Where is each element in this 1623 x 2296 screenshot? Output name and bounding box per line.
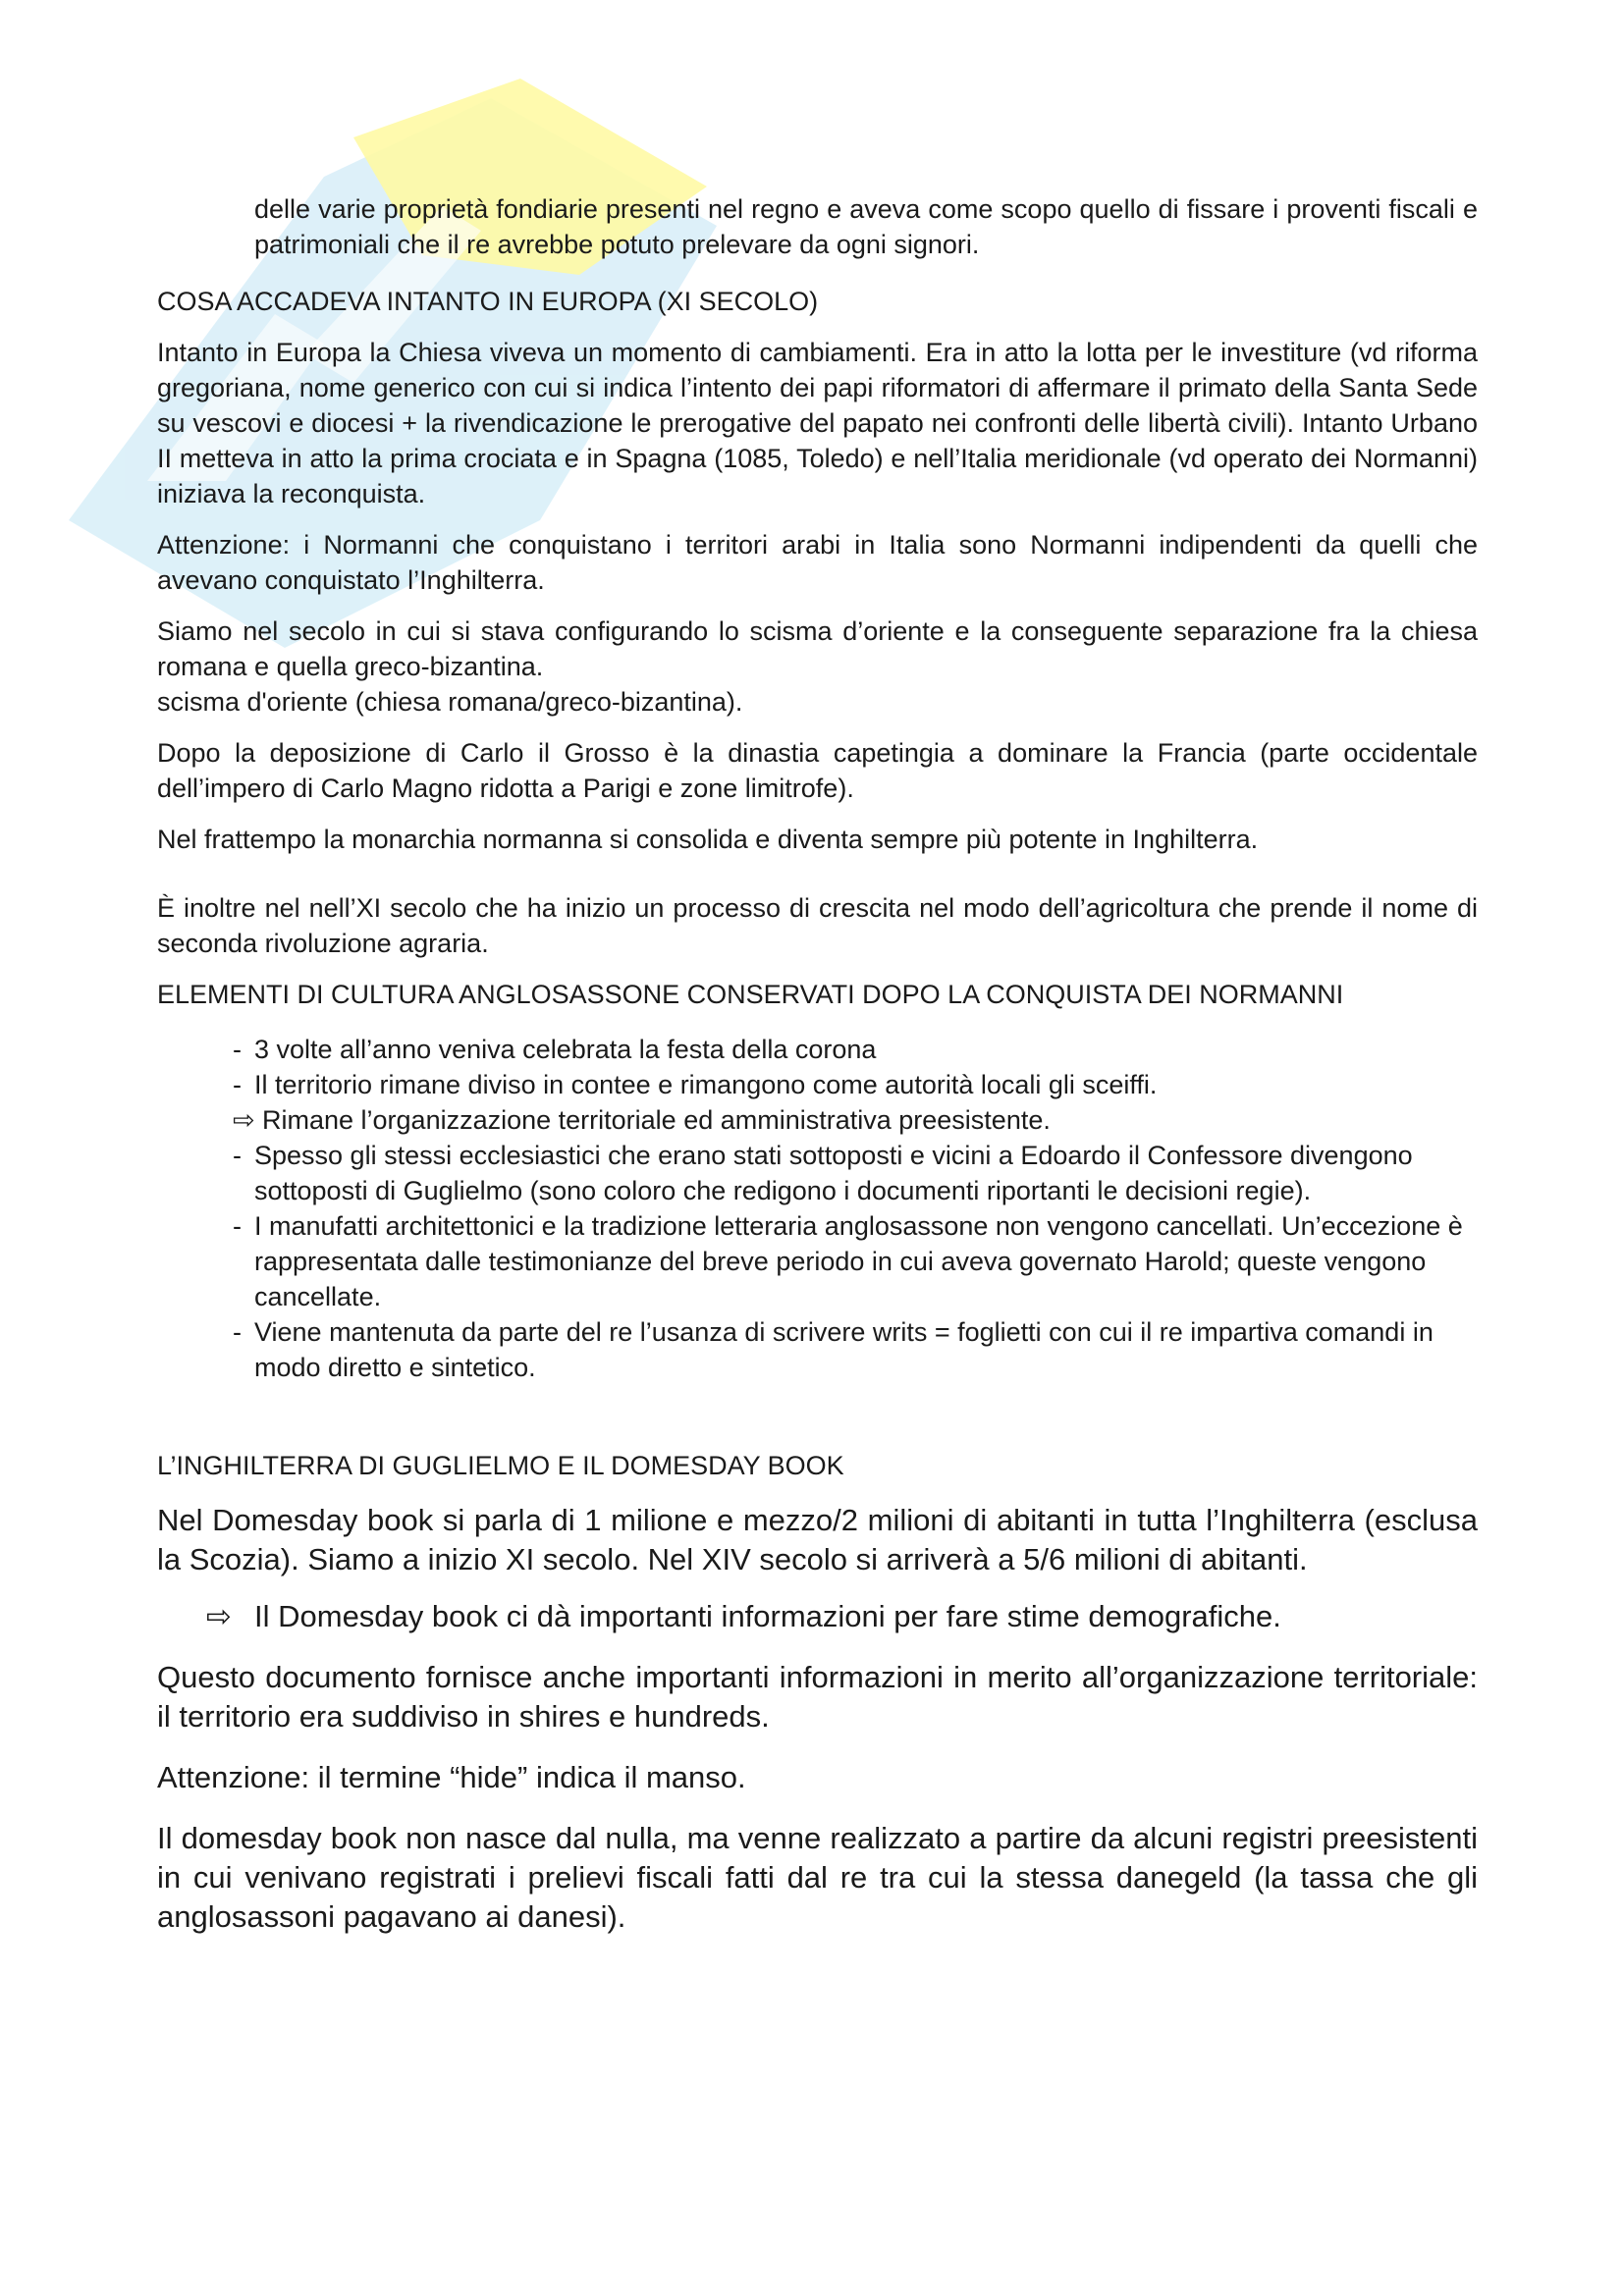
list-item: - Viene mantenuta da parte del re l’usanza di scrivere writs = foglietti con cui il re impartiva comandi in modo diretto e sintetico. — [157, 1314, 1478, 1385]
list-item: - 3 volte all’anno veniva celebrata la festa della corona — [157, 1032, 1478, 1067]
dash-marker: - — [233, 1317, 242, 1347]
paragraph-chiesa: Intanto in Europa la Chiesa viveva un momento di cambiamenti. Era in atto la lotta per le investiture (vd riforma gregoriana, nome generico con cui si indica l’intento dei papi riformatori di affermare il primato della Santa Sede su vescovi e diocesi + la rivendicazione le prerogative del papato nei confronti delle libertà civili). Intanto Urbano II metteva in atto la prima crociata e in Spagna (1085, Toledo) e nell’Italia meridionale (vd operato dei Normanni) iniziava la reconquista. — [157, 338, 1478, 508]
section-heading-domesday: L’INGHILTERRA DI GUGLIELMO E IL DOMESDAY BOOK — [157, 1451, 844, 1480]
arrow-note: ⇨ Il Domesday book ci dà importanti informazioni per fare stime demografiche. — [157, 1597, 1478, 1636]
section-heading-europa: COSA ACCADEVA INTANTO IN EUROPA (XI SECOLO) — [157, 287, 819, 316]
list-item: - Spesso gli stessi ecclesiastici che erano stati sottoposti e vicini a Edoardo il Confessore divengono sottoposti di Guglielmo (sono coloro che redigono i documenti riportanti le decisioni regie). — [157, 1138, 1478, 1208]
list-item: - Il territorio rimane diviso in contee e rimangono come autorità locali gli sceiffi. — [157, 1067, 1478, 1102]
paragraph-organizzazione: Questo documento fornisce anche importanti informazioni in merito all’organizzazione territoriale: il territorio era suddiviso in shires e hundreds. — [157, 1660, 1478, 1734]
paragraph-capetingi: Dopo la deposizione di Carlo il Grosso è la dinastia capetingia a dominare la Francia (parte occidentale dell’impero di Carlo Magno ridotta a Parigi e zone limitrofe). — [157, 738, 1478, 803]
paragraph-registri: Il domesday book non nasce dal nulla, ma venne realizzato a partire da alcuni registri preesistenti in cui venivano registrati i prelievi fiscali fatti dal re tra cui la stessa danegeld (la tassa che gli anglosassoni pagavano ai danesi). — [157, 1821, 1478, 1934]
paragraph-normanni: Attenzione: i Normanni che conquistano i territori arabi in Italia sono Normanni indipendenti da quelli che avevano conquistato l’Inghilterra. — [157, 530, 1478, 595]
dash-marker: - — [233, 1141, 242, 1170]
paragraph-agricoltura: È inoltre nel nell’XI secolo che ha inizio un processo di crescita nel modo dell’agricoltura che prende il nome di seconda rivoluzione agraria. — [157, 893, 1478, 958]
section-heading-cultura: ELEMENTI DI CULTURA ANGLOSASSONE CONSERVATI DOPO LA CONQUISTA DEI NORMANNI — [157, 980, 1344, 1009]
dash-marker: - — [233, 1211, 242, 1241]
arrow-right-icon: ⇨ — [206, 1599, 232, 1633]
paragraph-hide: Attenzione: il termine “hide” indica il manso. — [157, 1760, 746, 1794]
continuation-paragraph: delle varie proprietà fondiarie presenti nel regno e aveva come scopo quello di fissare i proventi fiscali e patrimoniali che il re avrebbe potuto prelevare da ogni signori. — [254, 194, 1478, 259]
cultura-list — [157, 1032, 1478, 1385]
paragraph-abitanti: Nel Domesday book si parla di 1 milione e mezzo/2 milioni di abitanti in tutta l’Inghilterra (esclusa la Scozia). Siamo a inizio XI secolo. Nel XIV secolo si arriverà a 5/6 milioni di abitanti. — [157, 1503, 1478, 1576]
dash-marker: - — [233, 1035, 242, 1064]
list-item: ⇨ Rimane l’organizzazione territoriale ed amministrativa preesistente. — [157, 1102, 1478, 1138]
dash-marker: - — [233, 1070, 242, 1099]
arrow-right-icon: ⇨ — [233, 1105, 255, 1135]
paragraph-scisma: Siamo nel secolo in cui si stava configurando lo scisma d’oriente e la conseguente separazione fra la chiesa romana e quella greco-bizantina. — [157, 616, 1478, 681]
document-page — [157, 191, 1478, 1937]
list-item: - I manufatti architettonici e la tradizione letteraria anglosassone non vengono cancellati. Un’eccezione è rappresentata dalle testimonianze del breve periodo in cui aveva governato Harold; queste vengono cancellate. — [157, 1208, 1478, 1314]
paragraph-scisma-note: scisma d'oriente (chiesa romana/greco-bizantina). — [157, 687, 743, 717]
paragraph-monarchia: Nel frattempo la monarchia normanna si consolida e diventa sempre più potente in Inghilterra. — [157, 825, 1259, 854]
